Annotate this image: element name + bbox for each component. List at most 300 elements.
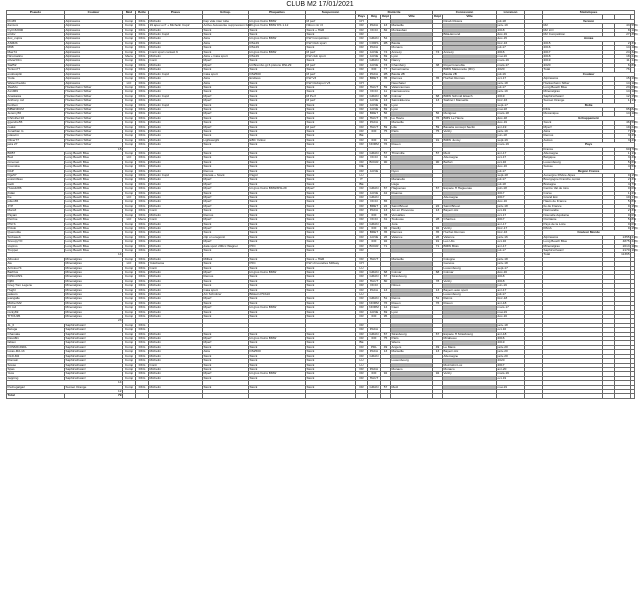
cell-pays: FR <box>356 297 368 301</box>
cell-boite: DKG <box>136 213 149 217</box>
cell-echap: Mperf <box>203 226 249 230</box>
stats-heading: Année <box>543 37 635 41</box>
cell-pseudo: Perrine <box>7 218 65 222</box>
cell-plaquettes: Stock <box>249 143 306 147</box>
cell-mod: Comp <box>123 376 136 380</box>
stats-percent: 17% <box>631 195 638 200</box>
cell-suspension: Stock <box>306 68 356 72</box>
cell-pneus: Conti <box>149 209 203 213</box>
page-title: CLUB M2 17/01/2021 <box>286 1 354 8</box>
cell-pneus: Michelin <box>149 134 203 138</box>
cell-ville: Lyon <box>391 107 433 111</box>
cell-dept: 2B <box>381 72 391 76</box>
cell-reg: PACA <box>368 209 381 213</box>
cell-pneus: Michelin <box>149 306 203 310</box>
cell-boite: DKG <box>136 275 149 279</box>
cell-mod: Comp <box>123 270 136 274</box>
stats-count: 2 <box>615 41 631 45</box>
cell-pseudo: olivier04m <box>7 59 65 63</box>
stats-label: Bretagne <box>543 182 603 186</box>
cell-pseudo: ericliv <box>7 33 65 37</box>
cell-reg: AUVE <box>368 169 381 173</box>
cell-dept: 67 <box>381 187 391 191</box>
cell-mod: Comp <box>123 293 136 297</box>
cell-boite: DKG <box>136 226 149 230</box>
cell-mod: Comp <box>123 323 136 327</box>
cell-boite: DKG <box>136 116 149 120</box>
stats-label: Remus <box>543 134 603 138</box>
cell-ville: Saint-Etienne <box>391 99 433 103</box>
cell-mod: Comp <box>123 125 136 129</box>
cell-pays: FR <box>356 310 368 314</box>
stats-percent: 4% <box>631 137 637 142</box>
cell-plaquettes: Stock <box>249 297 306 301</box>
stats-count: 27 <box>615 33 631 37</box>
cell-couleur: Mineralgrau <box>65 306 123 310</box>
cell-pays: FR <box>356 112 368 116</box>
cell-reg: AUVE <box>368 191 381 195</box>
stats-count: 4 <box>615 182 631 186</box>
cell-mod: Comp <box>123 301 136 305</box>
cell-plaquettes: Endless <box>249 77 306 81</box>
stats-percent: 3% <box>631 40 637 45</box>
cell-mod: Comp <box>123 59 136 63</box>
cell-pneus: Michelin <box>149 99 203 103</box>
cell-reg: BOUR <box>368 244 381 248</box>
cell-dept: 69 <box>381 107 391 111</box>
cell-pneus: Michelin <box>149 385 203 389</box>
cell-dept: 74 <box>381 50 391 54</box>
cell-pseudo: Jonathan G <box>7 129 65 133</box>
stats-count: 2 <box>615 178 631 182</box>
cell-couleur: Mineralgrau <box>65 288 123 292</box>
stats-percent: 3% <box>631 177 637 182</box>
cell-ville: Paris <box>391 337 433 341</box>
cell-boite: DKG <box>136 367 149 371</box>
cell-pneus: Michelin Cup2 <box>149 174 203 178</box>
cell-echap: Stock <box>203 165 249 169</box>
cell-reg: HAUT <box>368 257 381 261</box>
cell-ville: Nîmes <box>391 284 433 288</box>
cell-boite: DKG <box>136 191 149 195</box>
cell-suspension: Stock <box>306 138 356 142</box>
cell-concession-ville: BMS Le Havre <box>443 116 497 120</box>
cell-pseudo: DJSGUNS <box>7 275 65 279</box>
cell-suspension: Stock <box>306 372 356 376</box>
cell-suspension: KW V3 <box>306 77 356 81</box>
cell-reg: IDF <box>368 138 381 142</box>
stats-label: Luxembourg <box>543 160 603 164</box>
cell-boite: DKG <box>136 231 149 235</box>
cell-pneus: Michelin <box>149 187 203 191</box>
cell-couleur: Long Beach Blue <box>65 235 123 239</box>
cell-pays: FR <box>356 301 368 305</box>
cell-couleur: Mineralgrau <box>65 270 123 274</box>
cell-plaquettes: Stock <box>249 200 306 204</box>
cell-reg: GRAN <box>368 270 381 274</box>
cell-pays: FR <box>356 376 368 380</box>
header-ville: Ville <box>391 15 433 19</box>
cell-ville: Thionville <box>391 152 433 156</box>
cell-plaquettes: DS2500 <box>249 350 306 354</box>
cell-plaquettes: PFC <box>249 262 306 266</box>
cell-pneus: Michelin <box>149 85 203 89</box>
cell-pseudo: Ale <box>7 262 65 266</box>
cell-plaquettes: Stock <box>249 112 306 116</box>
cell-plaquettes: Stock <box>249 310 306 314</box>
cell-pneus: Michelin <box>149 77 203 81</box>
cell-livraison: juil-17 <box>497 248 525 252</box>
cell-suspension: KW Club sport <box>306 41 356 45</box>
cell-livraison: janv-18 <box>497 262 525 266</box>
cell-suspension: M perf <box>306 50 356 54</box>
cell-dept: 59 <box>381 85 391 89</box>
cell-pseudo: Troppet <box>7 248 65 252</box>
cell-reg: GRAN <box>368 152 381 156</box>
stats-percent: 8% <box>631 199 637 204</box>
stats-label: PACA <box>543 226 603 230</box>
cell-couleur: Mineralgrau <box>65 262 123 266</box>
cell-suspension: Stock <box>306 103 356 107</box>
cell-boite: DKG <box>136 187 149 191</box>
cell-plaquettes: Stock <box>249 152 306 156</box>
cell-pseudo: Max74 <box>7 50 65 54</box>
cell-suspension: Stock <box>306 129 356 133</box>
cell-boite: DKG <box>136 112 149 116</box>
cell-reg: PACA <box>368 24 381 28</box>
cell-pays: FR <box>356 41 368 45</box>
cell-plaquettes: Stock <box>249 196 306 200</box>
cell-boite: DKG <box>136 235 149 239</box>
cell-couleur: Long Beach Blue <box>65 244 123 248</box>
cell-mod: Comp <box>123 306 136 310</box>
cell-concession-ville: Velizy <box>443 129 497 133</box>
cell-plaquettes: Stock <box>249 209 306 213</box>
cell-livraison: sept-18 <box>497 174 525 178</box>
cell-livraison: déc-18 <box>497 116 525 120</box>
cell-echap: Stock <box>203 367 249 371</box>
cell-boite: DKG <box>136 363 149 367</box>
cell-mod: LCI <box>123 81 136 85</box>
cell-pneus: Conti <box>149 363 203 367</box>
stats-label: Pays de la Loire <box>543 222 603 226</box>
cell-concession-ville: Valence <box>443 235 497 239</box>
cell-ville: Toulouse <box>391 218 433 222</box>
cell-mod: Comp <box>123 266 136 270</box>
members-table <box>6 10 638 399</box>
cell-couleur: Hockenheim Silber <box>65 90 123 94</box>
cell-pseudo: Dj80 <box>7 279 65 283</box>
cell-echap: Stock <box>203 33 249 37</box>
cell-concession-ville: Monaco <box>443 367 497 371</box>
cell-echap: data sport 200cc Wagner <box>203 244 249 248</box>
cell-reg: BOUR <box>368 160 381 164</box>
cell-echap: Stock <box>203 121 249 125</box>
cell-plaquettes: Stock <box>249 68 306 72</box>
cell-concession-ville: Metz <box>443 152 497 156</box>
cell-mod: Comp <box>123 72 136 76</box>
cell-mod: Comp <box>123 385 136 389</box>
cell-empty <box>543 394 603 398</box>
cell-boite: DKG <box>136 55 149 59</box>
cell-concession-ville: Huchet Rennes <box>443 77 497 81</box>
cell-pseudo: Spas <box>7 367 65 371</box>
cell-pays: FR <box>356 107 368 111</box>
cell-pays: FR <box>356 143 368 147</box>
cell-couleur: Long Beach Blue <box>65 226 123 230</box>
stats-percent: 0% <box>631 221 637 226</box>
cell-concession-dept: 49 <box>433 345 443 349</box>
cell-plaquettes: Stock <box>249 103 306 107</box>
cell-concession-dept: 71 <box>433 244 443 248</box>
cell-pneus: Michelin <box>149 222 203 226</box>
stats-heading: Version <box>543 19 635 23</box>
cell-suspension: Stock <box>306 46 356 50</box>
cell-pseudo: Staf52 <box>7 63 65 67</box>
stats-count: 12 <box>615 94 631 98</box>
cell-echap: Stock <box>203 85 249 89</box>
cell-pneus: Michelin <box>149 341 203 345</box>
cell-mod: Comp <box>123 315 136 319</box>
cell-mod: Comp <box>123 332 136 336</box>
cell-mod: Comp <box>123 41 136 45</box>
cell-empty <box>356 394 368 398</box>
cell-mod: Comp <box>123 372 136 376</box>
cell-plaquettes: Stock <box>249 125 306 129</box>
cell-pays: FR <box>356 99 368 103</box>
cell-suspension: Stock <box>306 270 356 274</box>
cell-echap: Akra <box>203 350 249 354</box>
stats-percent: 15% <box>631 203 638 208</box>
cell-boite: DKG <box>136 33 149 37</box>
cell-echap: Stock <box>203 222 249 226</box>
stats-count: 14 <box>615 90 631 94</box>
cell-livraison: juin-18 <box>497 134 525 138</box>
cell-pneus: Michelin <box>149 284 203 288</box>
stats-percent: 43% <box>631 239 638 244</box>
stats-percent: 18% <box>631 89 638 94</box>
cell-reg: HAUT <box>368 85 381 89</box>
cell-suspension: Stock <box>306 33 356 37</box>
cell-livraison: janv-20 <box>497 345 525 349</box>
cell-reg: OCCI <box>368 284 381 288</box>
cell-pneus: Michelin <box>149 107 203 111</box>
cell-pays: FR <box>356 204 368 208</box>
cell-concession-ville: Annecy <box>443 50 497 54</box>
cell-pneus: Michelin <box>149 112 203 116</box>
cell-empty <box>603 394 615 398</box>
cell-ville: Marseille <box>391 121 433 125</box>
cell-mod: Comp <box>123 226 136 230</box>
cell-plaquettes: PFC <box>249 244 306 248</box>
cell-suspension: Stock <box>306 160 356 164</box>
cell-reg: PACA <box>368 350 381 354</box>
cell-pseudo: Oliver77 <box>7 138 65 142</box>
stats-percent: 15% <box>631 225 638 230</box>
stats-percent: 15% <box>631 173 638 178</box>
stats-label: 2016 <box>543 46 603 50</box>
cell-pays: FR <box>356 332 368 336</box>
cell-echap: Stock <box>203 28 249 32</box>
stats-percent: 5% <box>631 164 637 169</box>
stats-label: Ile de France <box>543 204 603 208</box>
cell-reg: BRET <box>368 231 381 235</box>
cell-boite: DKG <box>136 160 149 164</box>
cell-boite: DKG <box>136 72 149 76</box>
cell-couleur: Alpinweiss <box>65 33 123 37</box>
cell-couleur: Alpinweiss <box>65 24 123 28</box>
cell-reg: HAUT <box>368 125 381 129</box>
cell-plaquettes: Stock <box>249 266 306 270</box>
cell-pays: FR <box>356 328 368 332</box>
cell-ville: Jura <box>391 222 433 226</box>
stats-heading: Couleur Monde <box>543 231 635 235</box>
cell-pneus: Michelin <box>149 191 203 195</box>
cell-boite: DKG <box>136 248 149 252</box>
cell-reg: GRAN <box>368 187 381 191</box>
cell-reg: AUVE <box>368 310 381 314</box>
cell-couleur: Long Beach Blue <box>65 174 123 178</box>
cell-echap: Remus <box>203 213 249 217</box>
cell-echap: Stock <box>203 129 249 133</box>
cell-concession-dept: 67 <box>433 187 443 191</box>
cell-dept: 31 <box>381 218 391 222</box>
cell-reg: GRAN <box>368 59 381 63</box>
cell-boite: DKG <box>136 178 149 182</box>
cell-echap: Stock <box>203 209 249 213</box>
cell-pneus: Michelin <box>149 235 203 239</box>
cell-dept: 92 <box>381 372 391 376</box>
cell-couleur: Hockenheim Silber <box>65 121 123 125</box>
cell-dept: 14 <box>381 306 391 310</box>
cell-boite: DKG <box>136 94 149 98</box>
cell-couleur: Saphirschwarz <box>65 350 123 354</box>
cell-boite: DKG <box>136 385 149 389</box>
cell-dept: 35 <box>381 231 391 235</box>
cell-mod: Comp <box>123 279 136 283</box>
cell-livraison: avr-20 <box>497 367 525 371</box>
cell-suspension: Stock <box>306 152 356 156</box>
stats-count: 0 <box>615 213 631 217</box>
cell-echap: Stock <box>203 90 249 94</box>
cell-pneus: Michelin <box>149 121 203 125</box>
cell-ville: Lyon <box>391 55 433 59</box>
cell-mod: Comp <box>123 182 136 186</box>
stats-heading: Pays <box>543 143 635 147</box>
cell-mod: Comp <box>123 341 136 345</box>
cell-pseudo: Yoda <box>7 77 65 81</box>
cell-pseudo: ccnemet <box>7 160 65 164</box>
cell-livraison: déc-16 <box>497 270 525 274</box>
cell-pays: FR <box>356 129 368 133</box>
cell-suspension: Stock <box>306 222 356 226</box>
cell-echap: Mperf <box>203 178 249 182</box>
stats-count: 5 <box>615 200 631 204</box>
stats-count: 2013 <box>615 244 631 248</box>
cell-mod: Comp <box>123 37 136 41</box>
table-row <box>7 394 635 398</box>
cell-suspension: Stock <box>306 359 356 363</box>
stats-label: Saphirschwarz <box>543 94 603 98</box>
stats-count: 3 <box>615 134 631 138</box>
stats-label: 2015 <box>543 41 603 45</box>
cell-ville: Annecy <box>391 50 433 54</box>
cell-boite: DKG <box>136 209 149 213</box>
cell-plaquettes: Stock <box>249 231 306 235</box>
stats-label: M2 LCI <box>543 28 603 32</box>
cell-reg: BRET <box>368 112 381 116</box>
cell-concession-ville: Allemagne <box>443 156 497 160</box>
cell-pseudo: Huss4286 <box>7 187 65 191</box>
cell-plaquettes: kit gros freins BMW/RSL29 <box>249 187 306 191</box>
cell-echap: Mperf <box>203 372 249 376</box>
cell-dept: 34 <box>381 156 391 160</box>
cell-boite: DKG <box>136 257 149 261</box>
cell-mod: Comp <box>123 129 136 133</box>
cell-plaquettes: Stock <box>249 315 306 319</box>
cell-couleur: Mineralgrau <box>65 301 123 305</box>
cell-pneus: Michelin <box>149 240 203 244</box>
cell-plaquettes: kit gros freins BMW <box>249 50 306 54</box>
cell-pseudo: fabien <box>7 341 65 345</box>
cell-concession-ville: Luxembourg <box>443 293 497 297</box>
cell-pays: FR <box>356 275 368 279</box>
header-concession: Concession <box>433 11 497 15</box>
cell-ville: Le Havre <box>391 116 433 120</box>
header-concession-dept: Dépt <box>434 14 441 19</box>
cell-concession-dept: 68 <box>433 270 443 274</box>
cell-concession-ville: Bayern Aix <box>443 209 497 213</box>
cell-echap: Stock <box>203 262 249 266</box>
stats-label: Hockenheim Silber <box>543 81 603 85</box>
cell-boite: DKG <box>136 50 149 54</box>
cell-pneus: Michelin <box>149 41 203 45</box>
cell-dept: 54 <box>381 59 391 63</box>
cell-boite: DKG <box>136 152 149 156</box>
cell-pays: FR <box>356 323 368 327</box>
stats-percent: 24% <box>631 54 638 59</box>
cell-pays: CH <box>356 262 368 266</box>
cell-boite: DKG <box>136 301 149 305</box>
cell-pays: FR <box>356 77 368 81</box>
cell-plaquettes: Stock <box>249 332 306 336</box>
cell-pseudo: BarFlus <box>7 270 65 274</box>
cell-echap: Remus <box>203 275 249 279</box>
cell-pneus: Michelin Cup2 <box>149 103 203 107</box>
cell-couleur: Hockenheim Silber <box>65 85 123 89</box>
cell-dept: 92 <box>381 226 391 230</box>
cell-pneus: Michelin <box>149 354 203 358</box>
cell-dept: 77 <box>381 68 391 72</box>
cell-plaquettes: Stock <box>249 160 306 164</box>
cell-livraison: 2018 <box>497 275 525 279</box>
cell-mod: Comp <box>123 204 136 208</box>
cell-pays: FR <box>356 288 368 292</box>
cell-pseudo: Pololo <box>7 226 65 230</box>
cell-boite: DKG <box>136 174 149 178</box>
cell-boite: DKG <box>136 204 149 208</box>
cell-empty <box>123 394 136 398</box>
cell-dept: 69 <box>381 55 391 59</box>
cell-dept: 49 <box>381 345 391 349</box>
cell-plaquettes: Stock <box>249 191 306 195</box>
cell-mod: Comp <box>123 310 136 314</box>
cell-pneus: Michelin <box>149 293 203 297</box>
cell-reg: IDF <box>368 226 381 230</box>
cell-echap: Stock <box>203 385 249 389</box>
cell-couleur: Saphirschwarz <box>65 328 123 332</box>
cell-livraison: mai-19 <box>497 385 525 389</box>
